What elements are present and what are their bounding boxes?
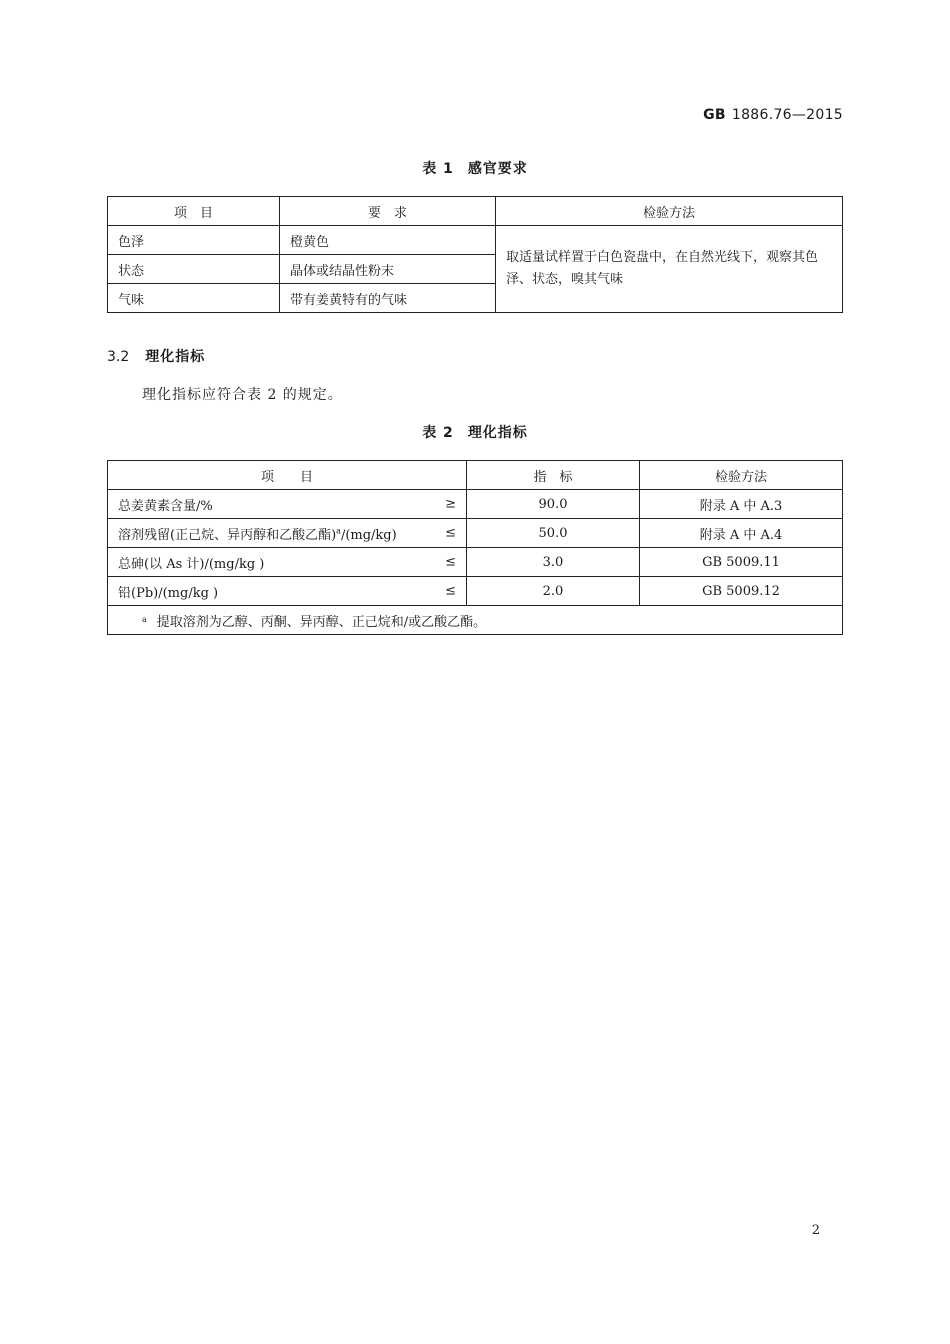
table-row [108, 548, 843, 577]
table2-header-item: 项 目 [108, 461, 467, 490]
table1-sensory-requirements [107, 196, 843, 313]
table2-row-item [108, 577, 467, 606]
item-label-unit: /(mg/kg) [340, 527, 397, 543]
item-label-main: 溶剂残留(正己烷、异丙醇和乙酸乙酯) [118, 527, 337, 543]
table1-caption-number: 表 1 [422, 161, 454, 177]
item-label: 总砷(以 As 计)/(mg/kg ) [118, 556, 265, 572]
footnote-mark: a [142, 614, 147, 624]
table1-row-requirement: 橙黄色 [280, 226, 496, 255]
table-row [108, 226, 843, 255]
table2-row-value: 2.0 [467, 577, 640, 606]
body-paragraph: 理化指标应符合表 2 的规定。 [142, 387, 343, 403]
section-title: 理化指标 [145, 349, 206, 365]
table1-row-requirement: 晶体或结晶性粉末 [280, 255, 496, 284]
table2-caption-number: 表 2 [422, 425, 454, 441]
table2-footnote [108, 606, 843, 635]
table2-row-method: GB 5009.12 [640, 577, 843, 606]
table2-header-row [108, 461, 843, 490]
footnote-text: 提取溶剂为乙醇、丙酮、异丙醇、正己烷和/或乙酸乙酯。 [156, 614, 487, 630]
table2-row-method: 附录 A 中 A.4 [640, 519, 843, 548]
table1-row-requirement: 带有姜黄特有的气味 [280, 284, 496, 313]
comparison-symbol: ≤ [445, 583, 456, 599]
table2-row-item [108, 548, 467, 577]
footnote-reference: a [336, 526, 341, 536]
table2-row-method: 附录 A 中 A.3 [640, 490, 843, 519]
standard-code: 1886.76—2015 [731, 107, 843, 123]
item-label: 总姜黄素含量/% [118, 498, 213, 514]
standard-number [703, 107, 843, 123]
table1-header-requirement: 要 求 [280, 197, 496, 226]
table1-caption [0, 158, 950, 178]
table1-row-item: 气味 [108, 284, 280, 313]
table2-footnote-row [108, 606, 843, 635]
table2-header-indicator: 指 标 [467, 461, 640, 490]
table1-header-method: 检验方法 [496, 197, 843, 226]
page-number: 2 [811, 1223, 820, 1238]
table2-row-method: GB 5009.11 [640, 548, 843, 577]
table1-header-row [108, 197, 843, 226]
table-row [108, 519, 843, 548]
comparison-symbol: ≥ [445, 496, 456, 512]
table1-method-cell: 取适量试样置于白色瓷盘中，在自然光线下，观察其色泽、状态，嗅其气味 [496, 226, 843, 313]
table2-row-item [108, 519, 467, 548]
comparison-symbol: ≤ [445, 525, 456, 541]
table2-caption [0, 422, 950, 442]
table1-caption-title: 感官要求 [467, 161, 528, 177]
item-label: 铅(Pb)/(mg/kg ) [118, 585, 219, 601]
table2-row-value: 50.0 [467, 519, 640, 548]
table2-header-method: 检验方法 [640, 461, 843, 490]
table-row [108, 577, 843, 606]
table2-physicochemical-indicators [107, 460, 843, 635]
table2-row-item [108, 490, 467, 519]
comparison-symbol: ≤ [445, 554, 456, 570]
section-number: 3.2 [107, 349, 130, 365]
section-heading [107, 346, 205, 366]
table1-row-item: 色泽 [108, 226, 280, 255]
table2-row-value: 90.0 [467, 490, 640, 519]
table1-row-item: 状态 [108, 255, 280, 284]
item-label [118, 528, 397, 543]
table-row [108, 490, 843, 519]
table2-caption-title: 理化指标 [467, 425, 528, 441]
table1-header-item: 项 目 [108, 197, 280, 226]
table2-row-value: 3.0 [467, 548, 640, 577]
standard-prefix: GB [703, 107, 726, 123]
